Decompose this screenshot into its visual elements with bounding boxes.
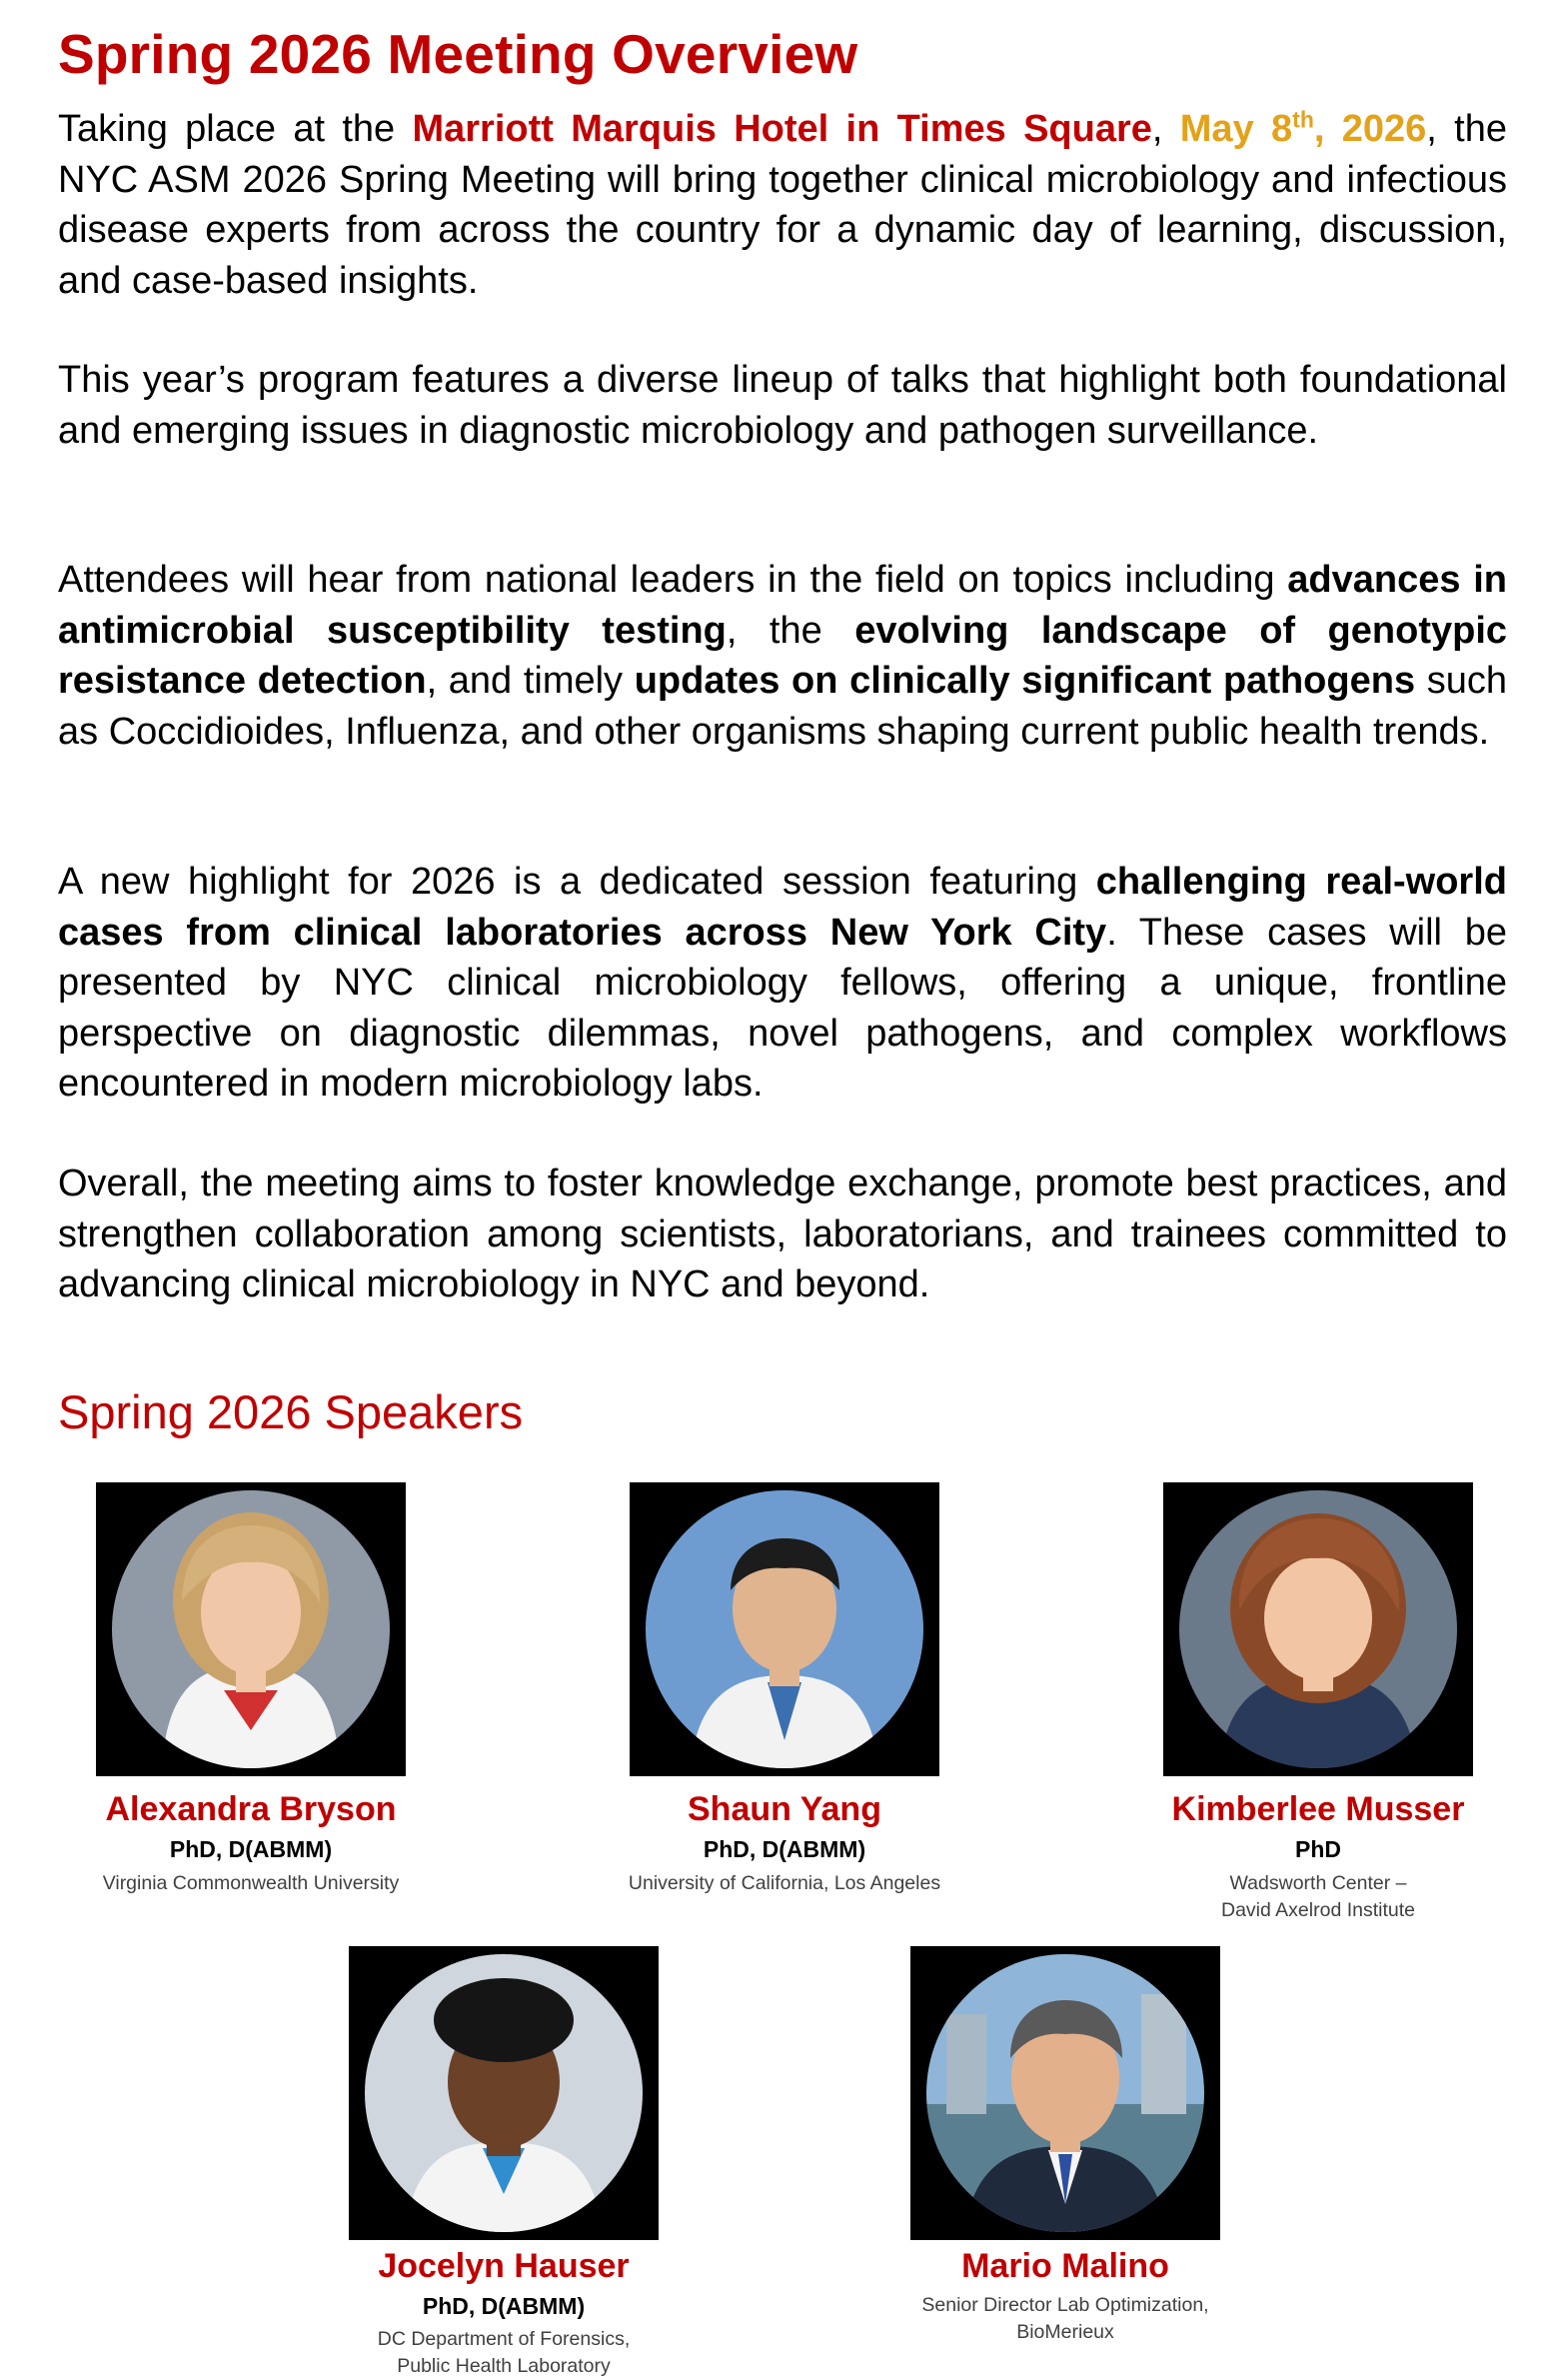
institution-line: Senior Director Lab Optimization,	[921, 2294, 1209, 2316]
speaker-name: Mario Malino	[961, 2247, 1169, 2285]
institution-line: Wadsworth Center –	[1229, 1872, 1407, 1894]
cases-text-2: . These cases will be presented by NYC clinical microbiology fellows, offering a unique, frontline perspective on diagnostic dilemmas, novel pathogens, and complex workflows encountered in modern microbiology labs.	[58, 911, 1507, 1105]
cases-highlight: challenging real-world cases from clinical laboratories across New York City	[58, 861, 1507, 954]
speaker-credentials: PhD, D(ABMM)	[422, 2293, 586, 2319]
speaker-name: Jocelyn Hauser	[378, 2247, 630, 2285]
speaker-name: Alexandra Bryson	[105, 1790, 397, 1828]
intro-comma: ,	[1151, 108, 1180, 150]
institution-line: University of California, Los Angeles	[628, 1872, 941, 1894]
topics-paragraph	[58, 555, 1507, 757]
institution-line: DC Department of Forensics,	[377, 2328, 631, 2350]
speaker-credentials: PhD, D(ABMM)	[703, 1836, 866, 1862]
speaker-name: Shaun Yang	[688, 1790, 881, 1828]
summary-paragraph: Overall, the meeting aims to foster knowledge exchange, promote best practices, and strengthen collaboration among scientists, laboratorians, and trainees committed to advancing clinical microbiology in NYC and beyond.	[58, 1163, 1507, 1305]
institution-line: Virginia Commonwealth University	[102, 1872, 400, 1894]
speaker-portrait-icon	[112, 1490, 390, 1768]
program-paragraph: This year’s program features a diverse lineup of talks that highlight both foundational and emerging issues in diagnostic microbiology and pathogen surveillance.	[58, 359, 1507, 452]
page-title: Spring 2026 Meeting Overview	[58, 23, 858, 85]
date-main: May 8	[1179, 108, 1293, 150]
speaker-photo-bryson	[96, 1482, 406, 1776]
speaker-credentials: PhD	[1295, 1836, 1341, 1862]
date-year: , 2026	[1313, 108, 1427, 150]
intro-lead-text: Taking place at the	[58, 108, 413, 150]
speaker-institution	[575, 1870, 994, 1897]
speaker-photo-yang	[630, 1482, 939, 1776]
speaker-portrait-icon	[365, 1954, 643, 2232]
speaker-portrait-icon	[1179, 1490, 1457, 1768]
date-ordinal: th	[1292, 106, 1314, 133]
cases-text-1: A new highlight for 2026 is a dedicated session featuring	[58, 861, 1096, 903]
topic-ast: advances in antimicrobial susceptibility testing	[58, 559, 1507, 652]
speaker-credentials: PhD, D(ABMM)	[169, 1836, 333, 1862]
intro-comma-2: ,	[1426, 108, 1437, 150]
speakers-heading: Spring 2026 Speakers	[58, 1385, 524, 1438]
topics-text-1: Attendees will hear from national leaders in the field on topics including	[58, 559, 1288, 601]
topic-pathogens: updates on clinically significant pathogens	[634, 660, 1416, 702]
topics-text-2: , the	[726, 609, 855, 652]
speaker-institution	[41, 1870, 461, 1897]
date-highlight	[1180, 108, 1427, 150]
institution-line: Public Health Laboratory	[397, 2355, 611, 2377]
topics-text-3: , and timely	[426, 660, 635, 702]
intro-rest-text: the NYC ASM 2026 Spring Meeting will bring together clinical microbiology and infectious disease experts from across the country for a dynamic day of learning, discussion, and case-based insights.	[58, 108, 1507, 302]
speaker-institution	[855, 2292, 1275, 2346]
speaker-portrait-icon	[926, 1954, 1204, 2232]
topic-genotypic: evolving landscape of genotypic resistance detection	[58, 609, 1508, 702]
speaker-portrait-icon	[646, 1490, 923, 1768]
speaker-photo-malino	[910, 1946, 1220, 2240]
cases-paragraph	[58, 857, 1507, 1110]
topics-text-4: such as Coccidioides, Influenza, and other organisms shaping current public health trends.	[58, 660, 1508, 753]
intro-paragraph	[58, 104, 1507, 306]
speaker-institution	[1108, 1870, 1528, 1924]
institution-line: David Axelrod Institute	[1220, 1899, 1416, 1921]
speaker-photo-musser	[1163, 1482, 1473, 1776]
speaker-name: Kimberlee Musser	[1171, 1790, 1465, 1828]
institution-line: BioMerieux	[1016, 2321, 1114, 2343]
speaker-institution	[294, 2326, 714, 2380]
venue-highlight: Marriott Marquis Hotel in Times Square	[412, 108, 1152, 150]
speaker-photo-hauser	[349, 1946, 659, 2240]
